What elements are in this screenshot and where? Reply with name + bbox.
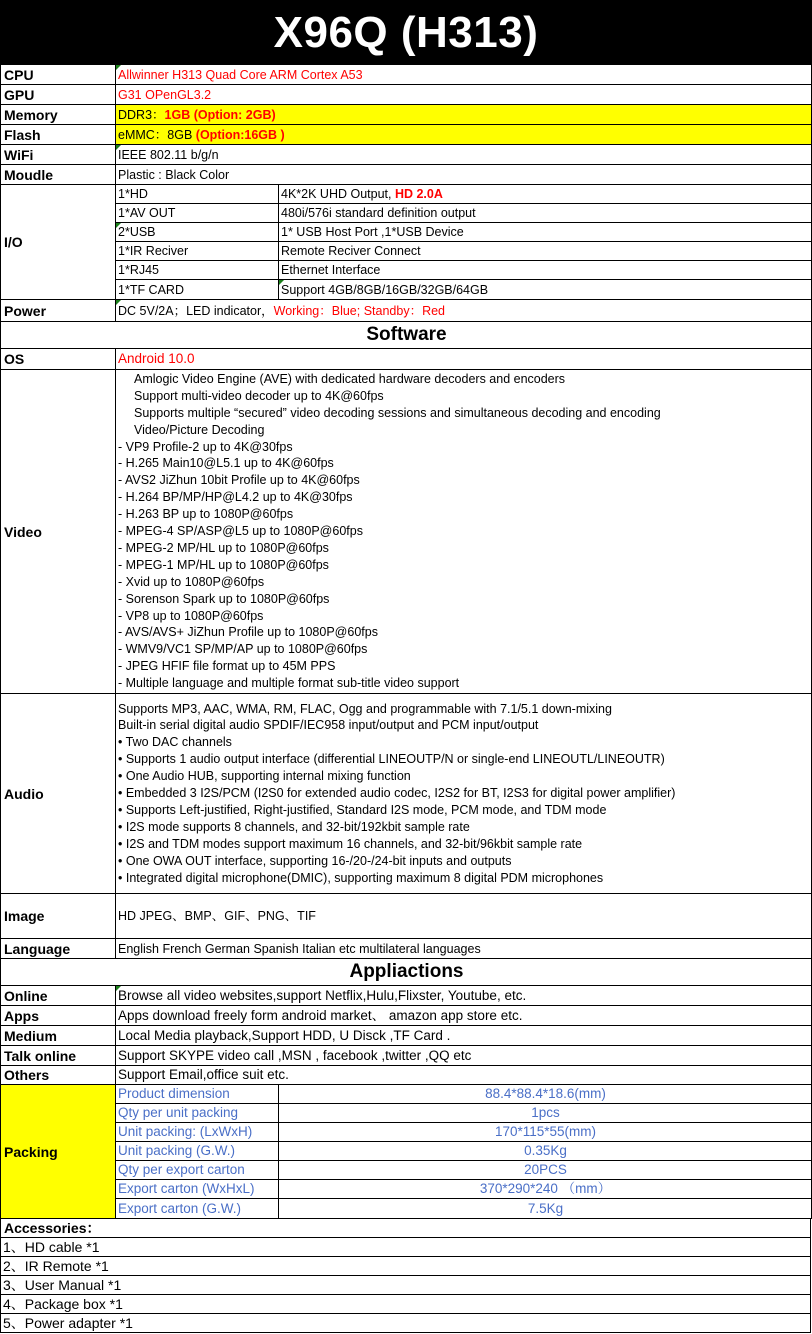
software-heading: Software bbox=[1, 322, 812, 349]
video-codec-line: - Sorenson Spark up to 1080P@60fps bbox=[118, 591, 330, 606]
video-intro-line: Amlogic Video Engine (AVE) with dedicated hardware decoders and encoders bbox=[134, 371, 566, 386]
row-moudle bbox=[1, 165, 812, 185]
audio-line: • I2S mode supports 8 channels, and 32-bit/192kbit sample rate bbox=[118, 819, 470, 834]
audio-line: • Supports Left-justified, Right-justified, Standard I2S mode, PCM mode, and TDM mode bbox=[118, 802, 607, 817]
io-port: 1*TF CARD bbox=[116, 280, 279, 300]
memory-cell bbox=[116, 105, 812, 125]
cpu-value: Allwinner H313 Quad Core ARM Cortex A53 bbox=[116, 65, 812, 85]
app-label: Others bbox=[1, 1066, 116, 1085]
memory-prefix: DDR3： bbox=[118, 107, 165, 122]
io-desc: 480i/576i standard definition output bbox=[279, 204, 812, 223]
accessories-table bbox=[0, 1218, 811, 1333]
accessory-row bbox=[1, 1295, 811, 1314]
row-video bbox=[1, 370, 812, 694]
io-row bbox=[1, 261, 812, 280]
row-os bbox=[1, 349, 812, 370]
io-row bbox=[1, 242, 812, 261]
audio-line: • Integrated digital microphone(DMIC), supporting maximum 8 digital PDM microphones bbox=[118, 870, 604, 885]
row-language bbox=[1, 939, 812, 959]
language-value: English French German Spanish Italian etc multilateral languages bbox=[116, 939, 812, 959]
video-codec-line: - Multiple language and multiple format sub-title video support bbox=[118, 676, 460, 691]
moudle-value: Plastic : Black Color bbox=[116, 165, 812, 185]
flash-label: Flash bbox=[1, 125, 116, 145]
app-value: Local Media playback,Support HDD, U Disck ,TF Card . bbox=[116, 1026, 812, 1046]
app-row bbox=[1, 1066, 812, 1085]
app-label: Medium bbox=[1, 1026, 116, 1046]
audio-line: Supports MP3, AAC, WMA, RM, FLAC, Ogg and programmable with 7.1/5.1 down-mixing bbox=[118, 701, 612, 716]
row-power bbox=[1, 300, 812, 322]
audio-line: • I2S and TDM modes support maximum 16 channels, and 32-bit/96kbit sample rate bbox=[118, 836, 583, 851]
accessories-header-row bbox=[1, 1219, 811, 1238]
app-value: Support Email,office suit etc. bbox=[116, 1066, 812, 1085]
app-row bbox=[1, 1006, 812, 1026]
app-row bbox=[1, 1026, 812, 1046]
app-label: Online bbox=[1, 986, 116, 1006]
row-wifi bbox=[1, 145, 812, 165]
io-desc: 1* USB Host Port ,1*USB Device bbox=[279, 223, 812, 242]
gpu-value: G31 OPenGL3.2 bbox=[116, 85, 812, 105]
audio-line: • One OWA OUT interface, supporting 16-/20-/24-bit inputs and outputs bbox=[118, 853, 512, 868]
row-flash bbox=[1, 125, 812, 145]
video-codec-line: - WMV9/VC1 SP/MP/AP up to 1080P@60fps bbox=[118, 642, 368, 657]
video-intro-line: Support multi-video decoder up to 4K@60fps bbox=[134, 388, 384, 403]
row-memory bbox=[1, 105, 812, 125]
audio-line: • Two DAC channels bbox=[118, 735, 232, 750]
power-prefix: DC 5V/2A；LED indicator， bbox=[118, 303, 274, 318]
cpu-label: CPU bbox=[1, 65, 116, 85]
accessory-item: 2、IR Remote *1 bbox=[1, 1257, 811, 1276]
packing-name: Qty per unit packing bbox=[116, 1104, 279, 1123]
io-row bbox=[1, 204, 812, 223]
memory-label: Memory bbox=[1, 105, 116, 125]
video-codec-line: - MPEG-1 MP/HL up to 1080P@60fps bbox=[118, 557, 329, 572]
accessory-row bbox=[1, 1276, 811, 1295]
io-desc bbox=[279, 185, 812, 204]
video-codec-line: - H.264 BP/MP/HP@L4.2 up to 4K@30fps bbox=[118, 490, 353, 505]
packing-row bbox=[1, 1161, 812, 1180]
io-desc-text: 4K*2K UHD Output, bbox=[281, 187, 395, 201]
accessory-item: 3、User Manual *1 bbox=[1, 1276, 811, 1295]
app-label: Apps bbox=[1, 1006, 116, 1026]
accessories-label: Accessories： bbox=[1, 1219, 811, 1238]
packing-row bbox=[1, 1085, 812, 1104]
wifi-value: IEEE 802.11 b/g/n bbox=[116, 145, 812, 165]
video-codec-line: - Xvid up to 1080P@60fps bbox=[118, 574, 265, 589]
app-value: Apps download freely form android market、 amazon app store etc. bbox=[116, 1006, 812, 1026]
video-codec-line: - MPEG-4 SP/ASP@L5 up to 1080P@60fps bbox=[118, 524, 363, 539]
spec-sheet bbox=[0, 64, 811, 1333]
page-title: X96Q (H313) bbox=[0, 0, 812, 64]
flash-cell bbox=[116, 125, 812, 145]
audio-line: • Supports 1 audio output interface (differential LINEOUTP/N or single-end LINEOUTL/LINEOUTR) bbox=[118, 752, 665, 767]
packing-label: Packing bbox=[1, 1085, 116, 1219]
accessory-row bbox=[1, 1257, 811, 1276]
accessory-row bbox=[1, 1238, 811, 1257]
power-label: Power bbox=[1, 300, 116, 322]
packing-value: 7.5Kg bbox=[279, 1199, 812, 1219]
video-intro-line: Supports multiple “secured” video decoding sessions and simultaneous decoding and encoding bbox=[134, 405, 661, 420]
accessory-item: 1、HD cable *1 bbox=[1, 1238, 811, 1257]
packing-name: Qty per export carton bbox=[116, 1161, 279, 1180]
accessory-item: 5、Power adapter *1 bbox=[1, 1314, 811, 1333]
packing-name: Unit packing (G.W.) bbox=[116, 1142, 279, 1161]
io-port: 1*RJ45 bbox=[116, 261, 279, 280]
io-desc: Ethernet Interface bbox=[279, 261, 812, 280]
image-label: Image bbox=[1, 894, 116, 939]
io-desc: Support 4GB/8GB/16GB/32GB/64GB bbox=[279, 280, 812, 300]
accessory-row bbox=[1, 1314, 811, 1333]
packing-value: 88.4*88.4*18.6(mm) bbox=[279, 1085, 812, 1104]
audio-label: Audio bbox=[1, 694, 116, 894]
video-codec-line: - AVS2 JiZhun 10bit Profile up to 4K@60fps bbox=[118, 473, 360, 488]
packing-name: Product dimension bbox=[116, 1085, 279, 1104]
row-image bbox=[1, 894, 812, 939]
video-codec-line: - MPEG-2 MP/HL up to 1080P@60fps bbox=[118, 540, 329, 555]
video-codec-line: - VP9 Profile-2 up to 4K@30fps bbox=[118, 439, 293, 454]
video-codec-line: - H.265 Main10@L5.1 up to 4K@60fps bbox=[118, 456, 334, 471]
packing-value: 170*115*55(mm) bbox=[279, 1123, 812, 1142]
moudle-label: Moudle bbox=[1, 165, 116, 185]
io-row bbox=[1, 280, 812, 300]
io-port: 2*USB bbox=[116, 223, 279, 242]
applications-heading: Appliactions bbox=[1, 959, 812, 986]
packing-value: 0.35Kg bbox=[279, 1142, 812, 1161]
memory-value: 1GB (Option: 2GB) bbox=[164, 107, 276, 122]
audio-line: Built-in serial digital audio SPDIF/IEC958 input/output and PCM input/output bbox=[118, 718, 539, 733]
section-applications bbox=[1, 959, 812, 986]
packing-name: Export carton (WxHxL) bbox=[116, 1180, 279, 1199]
wifi-label: WiFi bbox=[1, 145, 116, 165]
packing-value: 370*290*240 （mm） bbox=[279, 1180, 812, 1199]
app-row bbox=[1, 986, 812, 1006]
io-port: 1*AV OUT bbox=[116, 204, 279, 223]
io-row bbox=[1, 223, 812, 242]
packing-name: Export carton (G.W.) bbox=[116, 1199, 279, 1219]
packing-row bbox=[1, 1199, 812, 1219]
image-value: HD JPEG、BMP、GIF、PNG、TIF bbox=[116, 894, 812, 939]
io-desc-highlight: HD 2.0A bbox=[394, 187, 443, 201]
row-gpu bbox=[1, 85, 812, 105]
video-intro-line: Video/Picture Decoding bbox=[134, 422, 265, 437]
packing-row bbox=[1, 1180, 812, 1199]
os-value: Android 10.0 bbox=[116, 349, 812, 370]
app-label: Talk online bbox=[1, 1046, 116, 1066]
video-label: Video bbox=[1, 370, 116, 694]
io-port: 1*IR Reciver bbox=[116, 242, 279, 261]
audio-list bbox=[116, 694, 812, 894]
language-label: Language bbox=[1, 939, 116, 959]
os-label: OS bbox=[1, 349, 116, 370]
packing-row bbox=[1, 1142, 812, 1161]
video-list bbox=[116, 370, 812, 694]
app-row bbox=[1, 1046, 812, 1066]
packing-value: 1pcs bbox=[279, 1104, 812, 1123]
power-cell bbox=[116, 300, 812, 322]
row-cpu bbox=[1, 65, 812, 85]
packing-row bbox=[1, 1104, 812, 1123]
section-software bbox=[1, 322, 812, 349]
row-audio bbox=[1, 694, 812, 894]
accessory-item: 4、Package box *1 bbox=[1, 1295, 811, 1314]
power-value: Working：Blue; Standby：Red bbox=[273, 303, 446, 318]
video-codec-line: - VP8 up to 1080P@60fps bbox=[118, 608, 264, 623]
flash-value: (Option:16GB ) bbox=[195, 127, 285, 142]
app-value: Support SKYPE video call ,MSN , facebook ,twitter ,QQ etc bbox=[116, 1046, 812, 1066]
video-codec-line: - JPEG HFIF file format up to 45M PPS bbox=[118, 659, 336, 674]
packing-value: 20PCS bbox=[279, 1161, 812, 1180]
gpu-label: GPU bbox=[1, 85, 116, 105]
io-row bbox=[1, 185, 812, 204]
packing-row bbox=[1, 1123, 812, 1142]
video-codec-line: - AVS/AVS+ JiZhun Profile up to 1080P@60fps bbox=[118, 625, 378, 640]
flash-prefix: eMMC：8GB bbox=[118, 127, 196, 142]
io-label: I/O bbox=[1, 185, 116, 300]
spec-table bbox=[0, 64, 812, 1219]
io-desc: Remote Reciver Connect bbox=[279, 242, 812, 261]
audio-line: • Embedded 3 I2S/PCM (I2S0 for extended audio codec, I2S2 for BT, I2S3 for digital power amplifier) bbox=[118, 786, 676, 801]
packing-name: Unit packing: (LxWxH) bbox=[116, 1123, 279, 1142]
audio-line: • One Audio HUB, supporting internal mixing function bbox=[118, 769, 411, 784]
io-port: 1*HD bbox=[116, 185, 279, 204]
video-codec-line: - H.263 BP up to 1080P@60fps bbox=[118, 507, 294, 522]
app-value: Browse all video websites,support Netflix,Hulu,Flixster, Youtube, etc. bbox=[116, 986, 812, 1006]
